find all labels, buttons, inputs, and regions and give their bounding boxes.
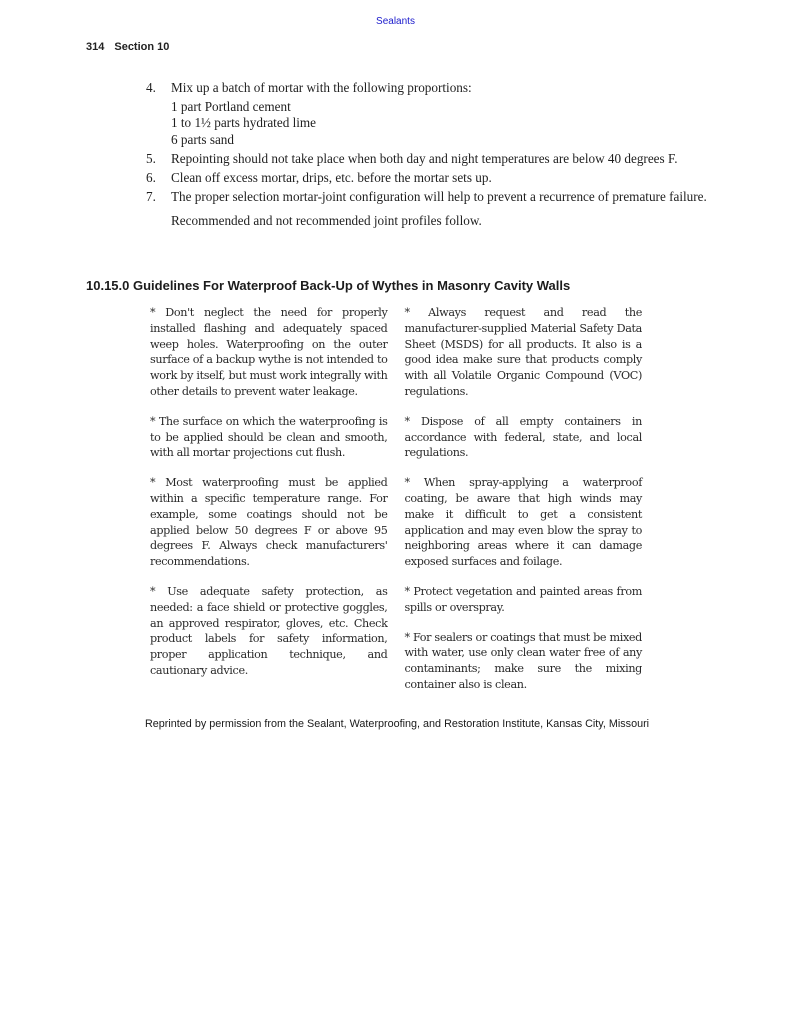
step-text: Mix up a batch of mortar with the following proportions:	[171, 80, 472, 95]
mortar-proportion: 1 part Portland cement	[171, 99, 291, 115]
section-label: Section 10	[114, 41, 170, 53]
step-item	[146, 189, 712, 205]
profiles-note: Recommended and not recommended joint profiles follow.	[171, 213, 482, 229]
step-text: Repointing should not take place when both day and night temperatures are below 40 degrees F.	[171, 150, 678, 166]
step-number: 5.	[146, 150, 156, 166]
guidelines-left-column	[150, 305, 388, 705]
step-number: 6.	[146, 170, 156, 186]
section-title: 10.15.0 Guidelines For Waterproof Back-Up of Wythes in Masonry Cavity Walls	[86, 278, 571, 293]
step-item	[146, 80, 712, 96]
guideline-item: * Most waterproofing must be applied within a specific temperature range. For example, some coatings should not be applied below 50 degrees F or above 95 degrees F. Always check manufacturers' recommendations.	[150, 476, 388, 569]
step-number: 7.	[146, 189, 156, 205]
step-text: Clean off excess mortar, drips, etc. before the mortar sets up.	[171, 170, 492, 186]
step-number: 4.	[146, 80, 156, 95]
guidelines-right-column	[405, 305, 643, 705]
running-header: Sealants	[376, 16, 415, 27]
guideline-item: * When spray-applying a waterproof coating, be aware that high winds may make it difficult to get a consistent application and may even blow the spray to neighboring areas where it can damage exposed surfaces and foilage.	[404, 476, 642, 569]
step-text: The proper selection mortar-joint configuration will help to prevent a recurrence of premature failure.	[171, 189, 707, 205]
guideline-item: * Protect vegetation and painted areas from spills or overspray.	[404, 584, 642, 614]
guideline-item: * Use adequate safety protection, as needed: a face shield or protective goggles, an approved respirator, gloves, etc. Check product labels for safety information, proper application technique, and cautionary advice.	[150, 584, 388, 677]
step-item	[146, 151, 712, 167]
page-header	[86, 41, 169, 53]
guideline-item: * Don't neglect the need for properly installed flashing and adequately spaced weep holes. Waterproofing on the outer surface of a backup wythe is not intended to work by itself, but must work integrally with other details to prevent water leakage.	[150, 306, 388, 398]
guideline-item: * Dispose of all empty containers in accordance with federal, state, and local regulations.	[404, 414, 642, 460]
reprint-credit: Reprinted by permission from the Sealant, Waterproofing, and Restoration Institute, Kansas City, Missouri	[145, 718, 650, 730]
mortar-proportion: 6 parts sand	[171, 131, 234, 147]
step-item	[146, 170, 712, 186]
repointing-steps	[146, 80, 712, 230]
guideline-item: * Always request and read the manufacturer-supplied Material Safety Data Sheet (MSDS) for all products. It also is a good idea make sure that products comply with all Volatile Organic Compound (VOC) regulations.	[404, 306, 642, 398]
guidelines-panel	[150, 305, 642, 705]
mortar-proportion: 1 to 1½ parts hydrated lime	[171, 115, 317, 131]
page-number: 314	[86, 41, 105, 53]
guideline-item: * The surface on which the waterproofing is to be applied should be clean and smooth, with all mortar projections cut flush.	[150, 414, 388, 460]
guideline-item: * For sealers or coatings that must be mixed with water, use only clean water free of any contaminants; make sure the mixing container also is clean.	[404, 630, 642, 691]
